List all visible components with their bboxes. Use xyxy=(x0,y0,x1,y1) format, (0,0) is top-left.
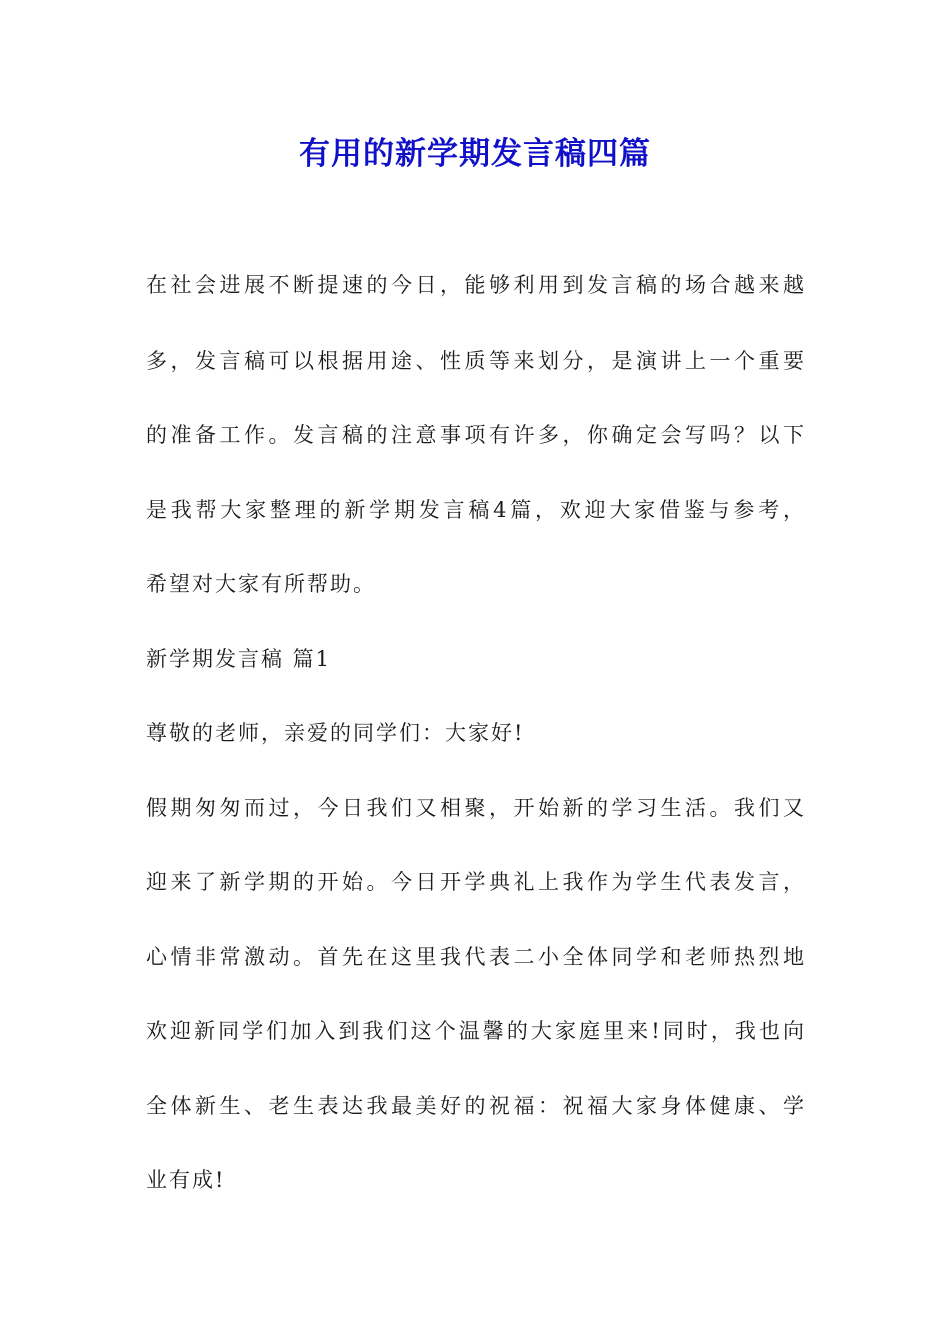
intro-line-4: 是我帮大家整理的新学期发言稿4篇，欢迎大家借鉴与参考， xyxy=(146,498,804,522)
intro-line-2: 多，发言稿可以根据用途、性质等来划分，是演讲上一个重要 xyxy=(146,349,804,373)
body-line-2: 迎来了新学期的开始。今日开学典礼上我作为学生代表发言， xyxy=(146,870,804,894)
section-heading: 新学期发言稿 篇1 xyxy=(146,647,332,671)
greeting: 尊敬的老师，亲爱的同学们：大家好! xyxy=(146,721,525,745)
body-line-1: 假期匆匆而过，今日我们又相聚，开始新的学习生活。我们又 xyxy=(146,796,804,820)
intro-line-3: 的准备工作。发言稿的注意事项有许多，你确定会写吗？以下 xyxy=(146,423,804,447)
body-line-3: 心情非常激动。首先在这里我代表二小全体同学和老师热烈地 xyxy=(146,945,804,969)
intro-line-1: 在社会进展不断提速的今日，能够利用到发言稿的场合越来越 xyxy=(146,273,804,297)
intro-line-5: 希望对大家有所帮助。 xyxy=(146,572,376,596)
page-title: 有用的新学期发言稿四篇 xyxy=(299,136,651,172)
body-line-5: 全体新生、老生表达我最美好的祝福：祝福大家身体健康、学 xyxy=(146,1094,804,1118)
body-line-4: 欢迎新同学们加入到我们这个温馨的大家庭里来!同时，我也向 xyxy=(146,1019,804,1043)
body-line-6: 业有成! xyxy=(146,1168,226,1192)
